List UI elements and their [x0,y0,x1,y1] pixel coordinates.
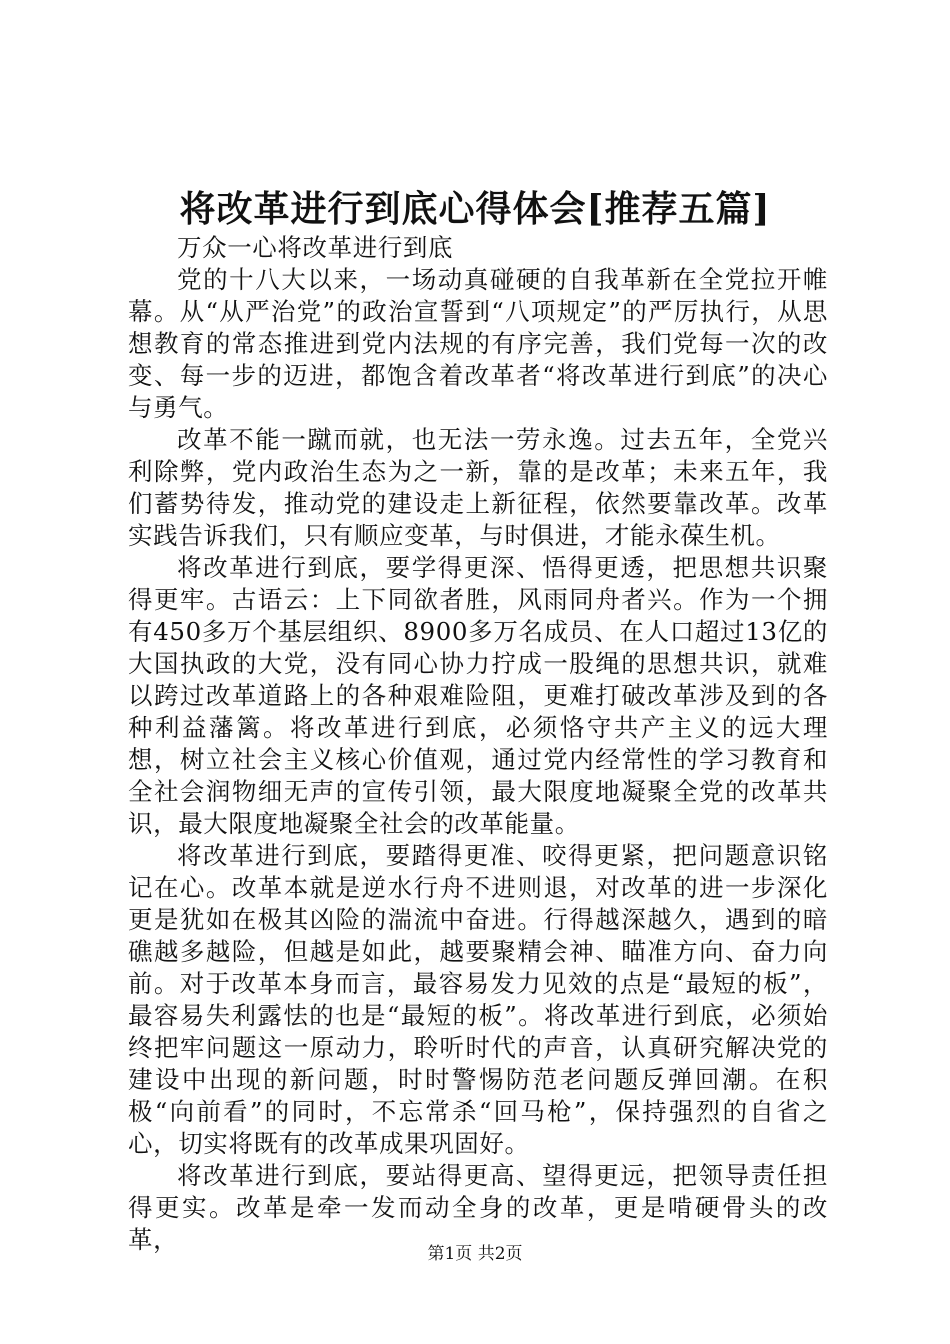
paragraph: 党的十八大以来，一场动真碰硬的自我革新在全党拉开帷幕。从“从严治党”的政治宣誓到“八项规定”的严厉执行，从思想教育的常态推进到党内法规的有序完善，我们党每一次的改变、每一步的迈进，都饱含着改革者“将改革进行到底”的决心与勇气。 [128,265,828,422]
document-subtitle: 万众一心将改革进行到底 [177,233,454,262]
document-body [128,232,828,1256]
paragraph: 将改革进行到底，要学得更深、悟得更透，把思想共识聚得更牢。古语云：上下同欲者胜，风雨同舟者兴。作为一个拥有450多万个基层组织、8900多万名成员、在人口超过13亿的大国执政的大党，没有同心协力拧成一股绳的思想共识，就难以跨过改革道路上的各种艰难险阻，更难打破改革涉及到的各种利益藩篱。将改革进行到底，必须恪守共产主义的远大理想，树立社会主义核心价值观，通过党内经常性的学习教育和全社会润物细无声的宣传引领，最大限度地凝聚全党的改革共识，最大限度地凝聚全社会的改革能量。 [128,553,828,838]
paragraph: 将改革进行到底，要站得更高、望得更远，把领导责任担得更实。改革是牵一发而动全身的改革，更是啃硬骨头的改革， [128,1161,828,1254]
document-title: 将改革进行到底心得体会[推荐五篇] [179,188,771,230]
page-number-footer: 第1页 共2页 [427,1244,523,1264]
paragraph: 将改革进行到底，要踏得更准、咬得更紧，把问题意识铭记在心。改革本就是逆水行舟不进则退，对改革的进一步深化更是犹如在极其凶险的湍流中奋进。行得越深越久，遇到的暗礁越多越险，但越是如此，越要聚精会神、瞄准方向、奋力向前。对于改革本身而言，最容易发力见效的点是“最短的板”，最容易失利露怯的也是“最短的板”。将改革进行到底，必须始终把牢问题这一原动力，聆听时代的声音，认真研究解决党的建设中出现的新问题，时时警惕防范老问题反弹回潮。在积极“向前看”的同时，不忘常杀“回马枪”，保持强烈的自省之心，切实将既有的改革成果巩固好。 [128,841,828,1158]
paragraph: 改革不能一蹴而就，也无法一劳永逸。过去五年，全党兴利除弊，党内政治生态为之一新，靠的是改革；未来五年，我们蓄势待发，推动党的建设走上新征程，依然要靠改革。改革实践告诉我们，只有顺应变革，与时俱进，才能永葆生机。 [128,425,828,550]
